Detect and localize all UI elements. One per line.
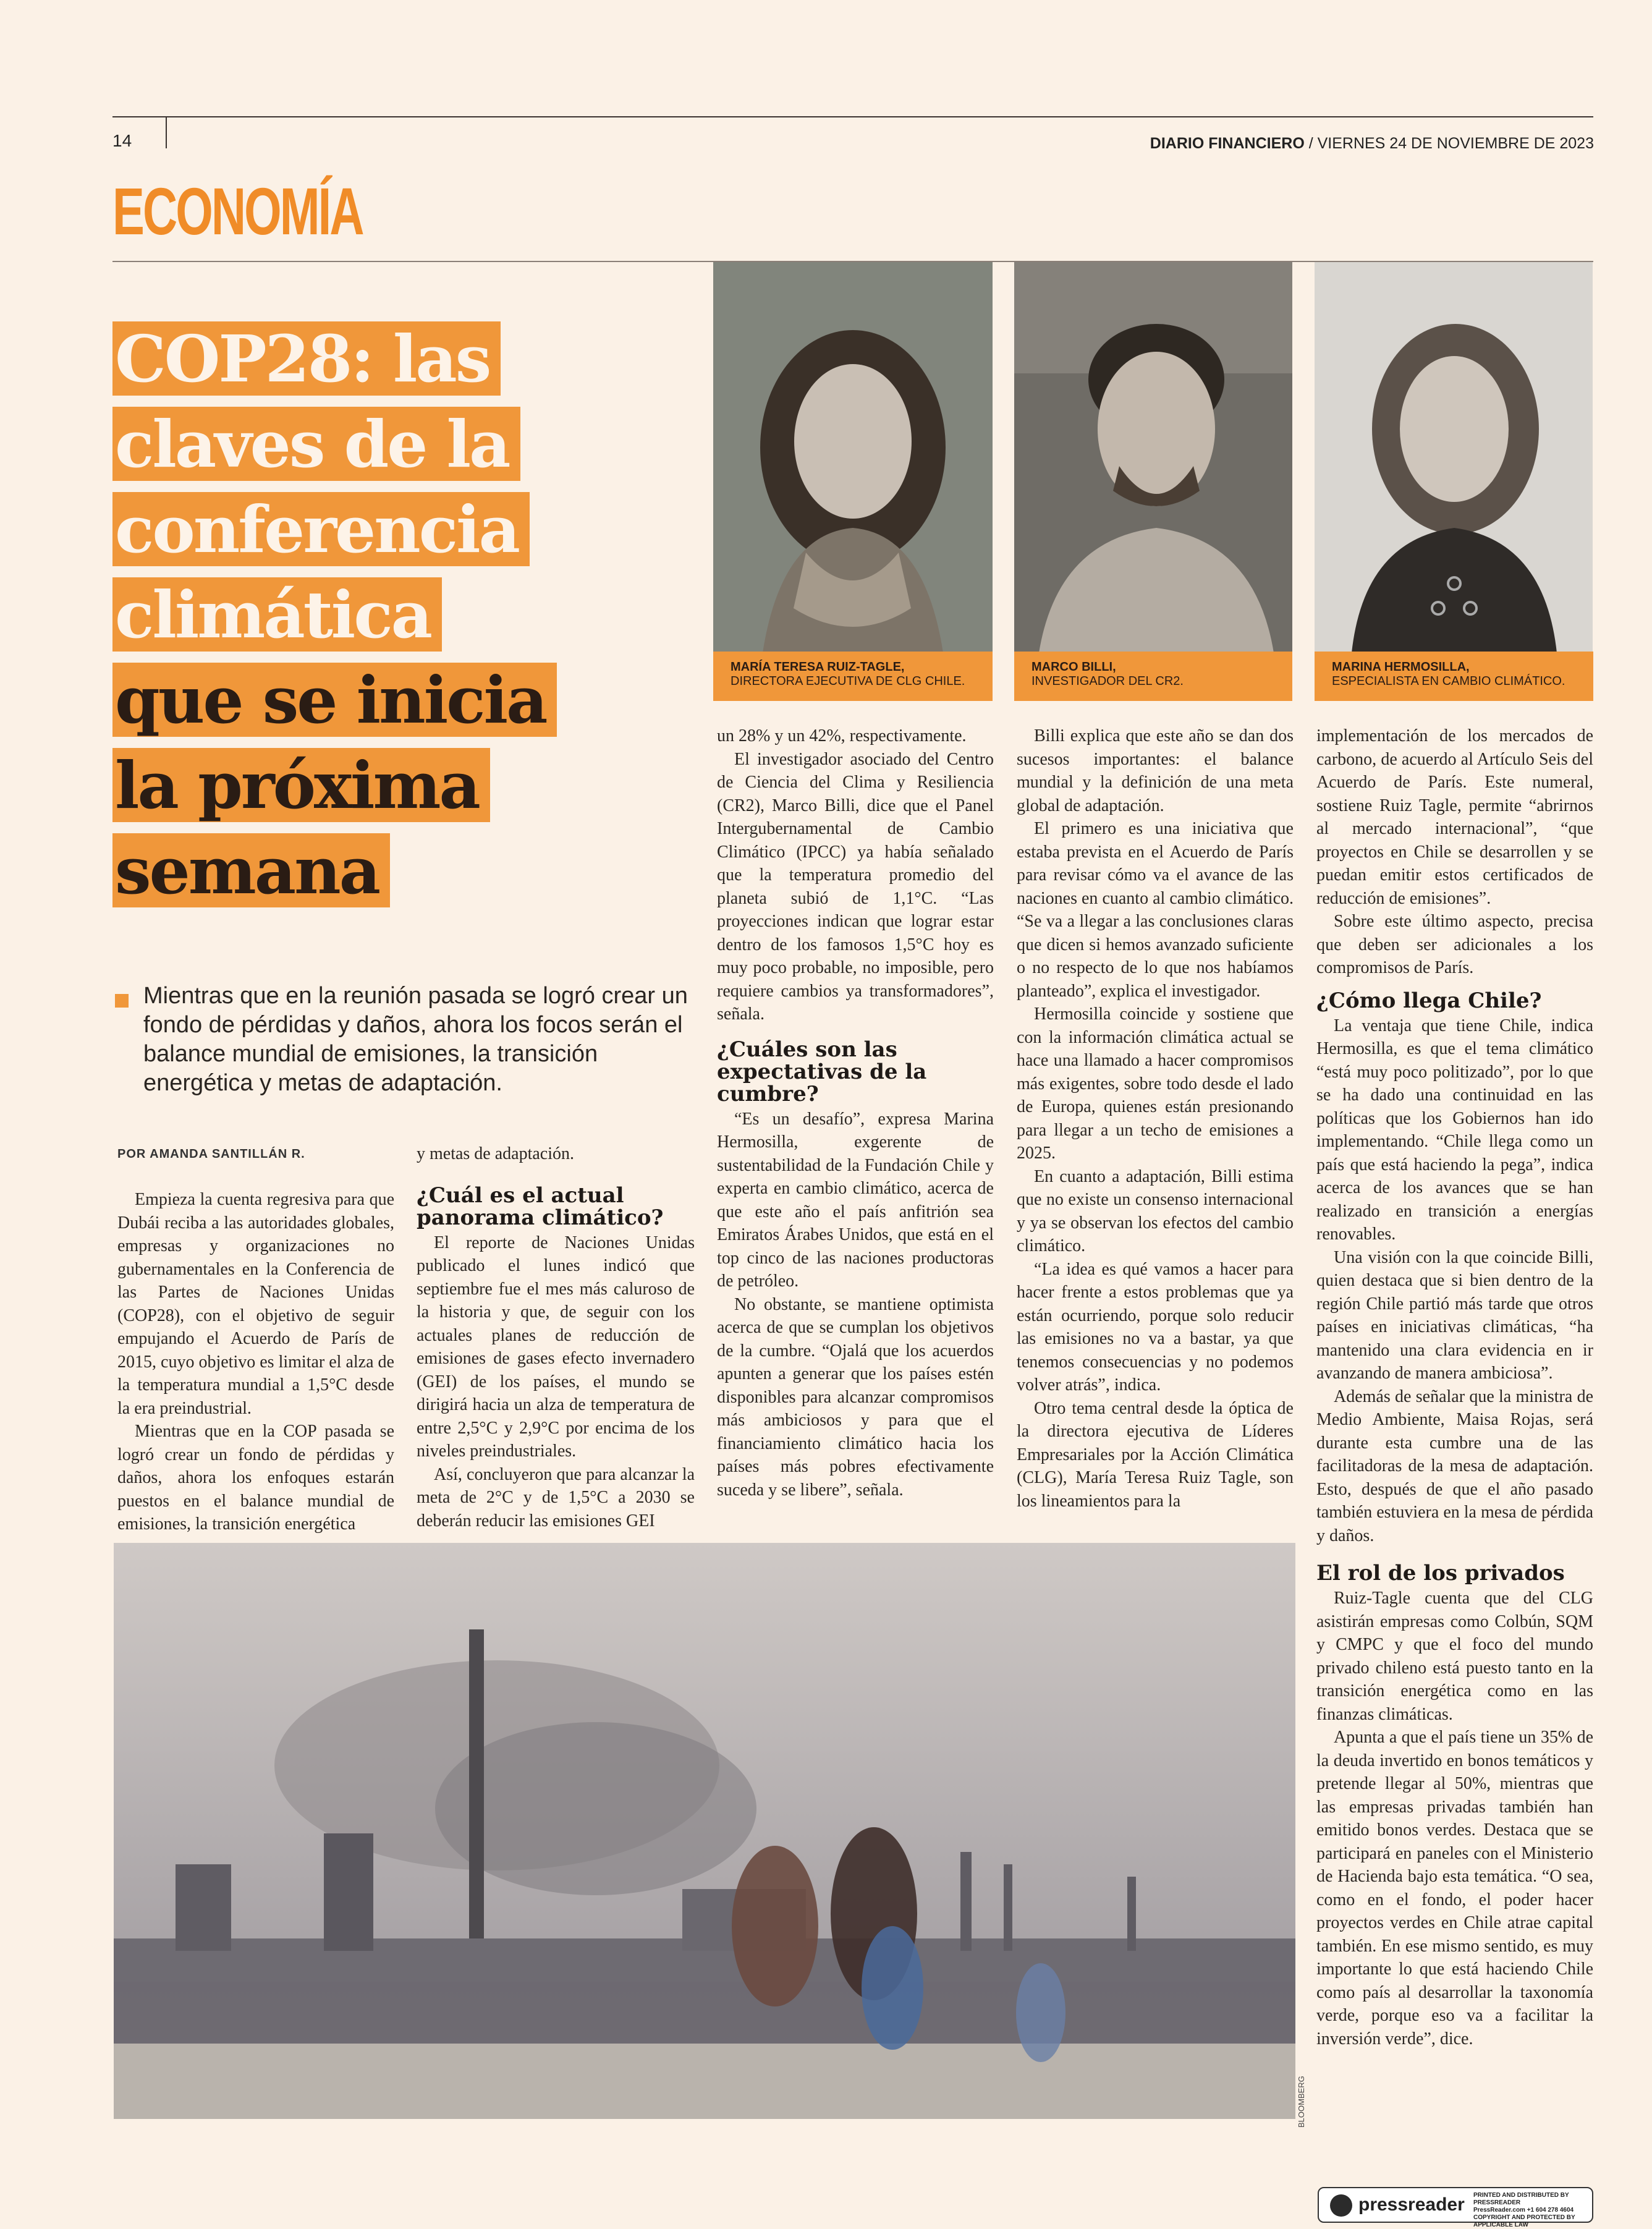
- fine-print-line: COPYRIGHT AND PROTECTED BY APPLICABLE LAW: [1473, 2214, 1575, 2228]
- subheading: ¿Cuál es el actual panorama climático?: [417, 1182, 664, 1230]
- publication-date: / VIERNES 24 DE NOVIEMBRE DE 2023: [1304, 135, 1594, 152]
- headline-line: semana: [112, 833, 390, 907]
- headline: [112, 321, 607, 919]
- article-column-1: [117, 1188, 394, 1536]
- portrait-photo-ruiz-tagle: [713, 262, 993, 653]
- caption-name: MARINA HERMOSILLA,: [1332, 660, 1470, 674]
- paragraph: implementación de los mercados de carbono, de acuerdo al Artículo Seis del Acuerdo de París. Este numeral, sostiene Ruiz Tagle, permite “abrirnos al mercado internacional”, “que proyectos en Chile se desarrollen y se puedan emitir estos certificados de reducción de emisiones”.: [1316, 726, 1593, 908]
- publication-header: [1150, 135, 1594, 153]
- paragraph: “La idea es qué vamos a hacer para hacer frente a estos problemas que ya están ocurriendo, porque solo reducir las emisiones no va a bastar, ya que tenemos consecuencias y no podemos volver atrás”, indica.: [1017, 1259, 1294, 1395]
- subheading: El rol de los privados: [1316, 1561, 1565, 1586]
- pressreader-fine-print: [1473, 2192, 1592, 2229]
- byline: POR AMANDA SANTILLÁN R.: [117, 1147, 305, 1161]
- subheading: ¿Cómo llega Chile?: [1316, 988, 1542, 1013]
- photo-credit: BLOOMBERG: [1297, 2076, 1306, 2128]
- paragraph: Mientras que en la COP pasada se logró crear un fondo de pérdidas y daños, ahora los enfoques estarán puestos en el balance mundial de emisiones, la transición energética: [117, 1422, 394, 1534]
- lead-paragraph: [112, 982, 693, 1098]
- headline-line: claves de la: [112, 407, 520, 481]
- caption-name: MARCO BILLI,: [1031, 660, 1116, 674]
- caption-name: MARÍA TERESA RUIZ-TAGLE,: [731, 660, 905, 674]
- fine-print-line: PRINTED AND DISTRIBUTED BY PRESSREADER: [1473, 2192, 1569, 2206]
- paragraph: Además de señalar que la ministra de Medio Ambiente, Maisa Rojas, será durante esta cumbre una de las facilitadoras de la mesa de adaptación. Esto, después de que el año pasado también estuviera en la mesa de pérdida y daños.: [1316, 1386, 1593, 1545]
- headline-line: que se inicia: [112, 663, 557, 737]
- page-number: 14: [112, 131, 132, 150]
- paragraph: Apunta a que el país tiene un 35% de la deuda invertido en bonos temáticos y pretende llegar al 50%, mientras que las empresas privadas también han emitido bonos verdes. Destaca que se participará en paneles con el Ministerio de Hacienda bajo esta temática. “O sea, como en el fondo, el poder hacer proyectos verdes en Chile atrae capital también. En ese mismo sentido, es muy importante lo que está haciendo Chile como país al desarrollar la taxonomía verde, porque eso va a facilitar la inversión verde”, dice.: [1316, 1728, 1593, 2049]
- headline-line: conferencia: [112, 492, 530, 566]
- paragraph: Hermosilla coincide y sostiene que con la información climática actual se hace una llamado a hacer compromisos más exigentes, sobre todo desde el lado de Europa, quienes están presionando para llegar a un techo de emisiones a 2025.: [1017, 1004, 1294, 1163]
- headline-line: climática: [112, 577, 442, 652]
- photo-caption: [713, 652, 993, 701]
- lead-bullet-square: [115, 994, 129, 1008]
- pressreader-brand: pressreader: [1358, 2194, 1465, 2215]
- paragraph: Otro tema central desde la óptica de la directora ejecutiva de Líderes Empresariales por la Acción Climática (CLG), María Teresa Ruiz Tagle, son los lineamientos para la: [1017, 1398, 1294, 1511]
- photo-caption: [1315, 652, 1593, 701]
- caption-role: INVESTIGADOR DEL CR2.: [1031, 674, 1184, 688]
- lead-text: Mientras que en la reunión pasada se logró crear un fondo de pérdidas y daños, ahora los focos serán el balance mundial de emisiones, la transición energética y metas de adaptación.: [143, 983, 688, 1096]
- portrait-photo-hermosilla: [1315, 262, 1593, 653]
- paragraph: Sobre este último aspecto, precisa que deben ser adicionales a los compromisos de París.: [1316, 912, 1593, 977]
- paragraph: El primero es una iniciativa que estaba prevista en el Acuerdo de París para revisar cómo va el avance de las naciones en cuanto al cambio climático. “Se va a llegar a las conclusiones claras que dicen si hemos avanzado suficiente o no respecto de lo que nos habíamos planteado”, explica el investigador.: [1017, 819, 1294, 1001]
- paragraph: Ruiz-Tagle cuenta que del CLG asistirán empresas como Colbún, SQM y CMPC y que el foco del mundo privado chileno está puesto tanto en la transición energética como en las finanzas climáticas.: [1316, 1589, 1593, 1724]
- page-number-divider: [166, 117, 167, 148]
- portrait-photo-billi: [1014, 262, 1292, 653]
- headline-line: la próxima: [112, 748, 490, 822]
- paragraph: Billi explica que este año se dan dos sucesos importantes: el balance mundial y la definición de una meta global de adaptación.: [1017, 726, 1294, 815]
- paragraph: El investigador asociado del Centro de Ciencia del Clima y Resiliencia (CR2), Marco Billi, dice que el Panel Intergubernamental de Cambio Climático (IPCC) ya había señalado que la temperatura promedio del planeta subió de 1,1°C. “Las proyecciones indican que lograr estar dentro de los famosos 1,5°C hoy es muy poco probable, no imposible, pero requiere cambios ya transformadores”, señala.: [717, 749, 994, 1024]
- paragraph: No obstante, se mantiene optimista acerca de que se cumplan los objetivos de la cumbre. “Ojalá que los acuerdos apunten a generar que los países estén disponibles para alcanzar compromisos más ambiciosos y para que el financiamiento climático hacia los países más pobres efectivamente suceda y se libere”, señala.: [717, 1294, 994, 1500]
- paragraph: Así, concluyeron que para alcanzar la meta de 2°C y de 1,5°C a 2030 se deberán reducir las emisiones GEI: [417, 1464, 695, 1531]
- paragraph: El reporte de Naciones Unidas publicado el lunes indicó que septiembre fue el mes más caluroso de la historia y que, de seguir con los actuales planes de reducción de emisiones de gases efecto invernadero (GEI) de los países, el mundo se dirigirá hacia un alza de temperatura de entre 2,5°C y 2,9°C por encima de los niveles preindustriales.: [417, 1233, 695, 1461]
- paragraph: La ventaja que tiene Chile, indica Hermosilla, es que el tema climático “está muy poco politizado”, por lo que se ha dado una continuidad en las políticas que los Gobiernos han ido implementando. “Chile llega como un país que está haciendo la pega”, indica acerca de los avances que se han realizado en transición a energías renovables.: [1316, 1016, 1593, 1244]
- paragraph: “Es un desafío”, expresa Marina Hermosilla, exgerente de sustentabilidad de la Fundación Chile y experta en cambio climático, acerca de que este año el país anfitrión sea Emiratos Árabes Unidos, que está en el top cinco de las naciones productoras de petróleo.: [717, 1109, 994, 1291]
- pressreader-logo-icon: [1330, 2194, 1352, 2217]
- paragraph: Empieza la cuenta regresiva para que Dubái reciba a las autoridades globales, empresas y organizaciones no gubernamentales en la Conferencia de las Partes de Naciones Unidas (COP28), con el objetivo de seguir empujando el Acuerdo de París de 2015, cuyo objetivo es limitar el alza de la temperatura mundial a 1,5°C desde la era preindustrial.: [117, 1190, 394, 1418]
- publication-name: DIARIO FINANCIERO: [1150, 135, 1305, 152]
- subheading: ¿Cuáles son las expectativas de la cumbre?: [717, 1037, 927, 1106]
- pressreader-badge[interactable]: [1318, 2187, 1593, 2228]
- headline-line: COP28: las: [112, 321, 501, 396]
- fine-print-line: PressReader.com +1 604 278 4604: [1473, 2207, 1574, 2214]
- article-column-4: [1017, 724, 1294, 1513]
- caption-role: ESPECIALISTA EN CAMBIO CLIMÁTICO.: [1332, 674, 1565, 688]
- section-title: ECONOMÍA: [112, 174, 363, 248]
- paragraph: un 28% y un 42%, respectivamente.: [717, 726, 967, 745]
- paragraph: En cuanto a adaptación, Billi estima que no existe un consenso internacional y ya se observan los efectos del cambio climático.: [1017, 1166, 1294, 1255]
- article-column-3: [717, 724, 994, 1501]
- industrial-landscape-photo: [114, 1543, 1295, 2119]
- article-column-2: [417, 1142, 695, 1532]
- article-column-5: [1316, 724, 1593, 2050]
- paragraph: y metas de adaptación.: [417, 1144, 575, 1163]
- top-rule: [112, 116, 1593, 117]
- caption-role: DIRECTORA EJECUTIVA DE CLG CHILE.: [731, 674, 965, 688]
- paragraph: Una visión con la que coincide Billi, quien destaca que si bien dentro de la región Chile partió más tarde que otros países en iniciativas climáticas, “ha mantenido una clara evidencia en ir avanzando de manera ambiciosa”.: [1316, 1247, 1593, 1383]
- photo-caption: [1014, 652, 1292, 701]
